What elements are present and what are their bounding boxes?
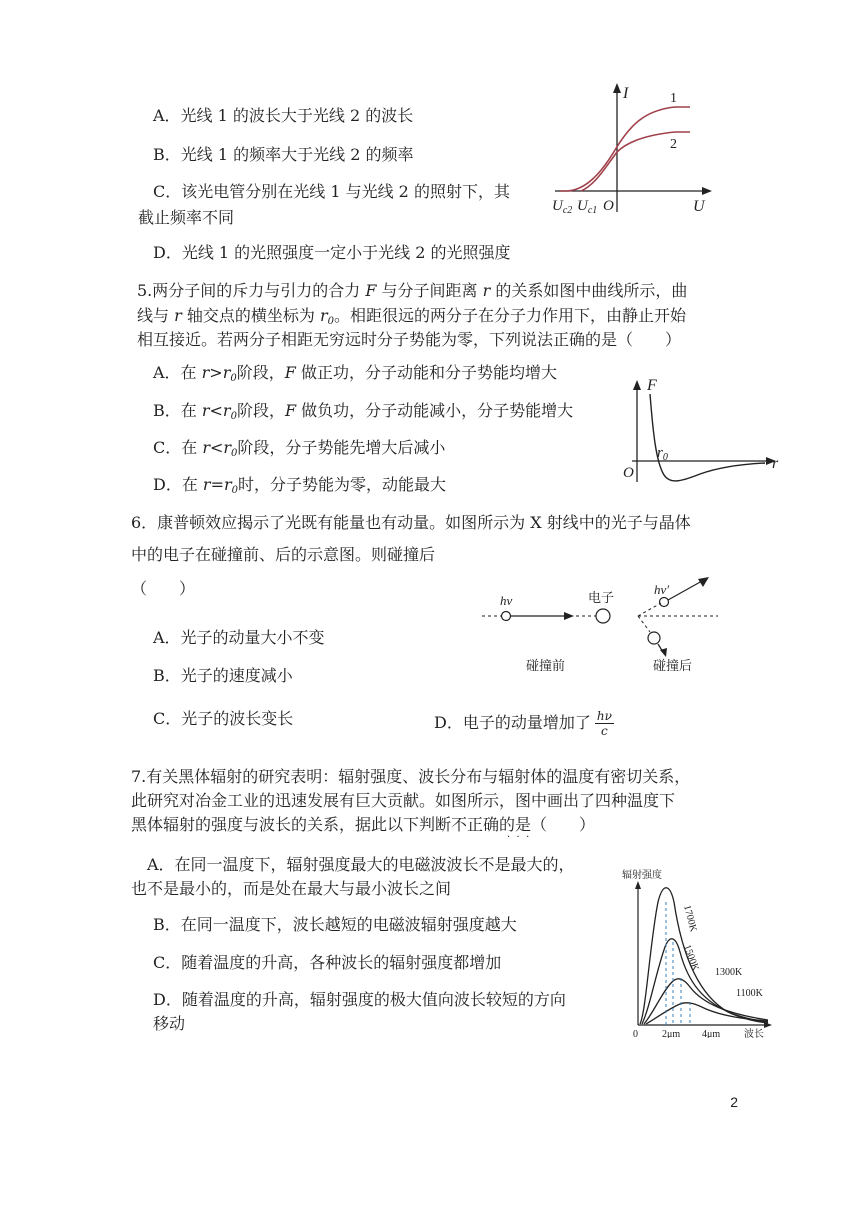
q7-option-d-line1: D．随着温度的升高，辐射强度的极大值向波长较短的方向 bbox=[153, 990, 566, 1009]
q6-stem-line1: 6．康普顿效应揭示了光既有能量也有动量。如图所示为 X 射线中的光子与晶体 bbox=[131, 513, 691, 532]
x-origin-label: 0 bbox=[633, 1029, 638, 1038]
emphasis-dots: · · · bbox=[507, 832, 530, 843]
q7-option-d-line2: 移动 bbox=[153, 1014, 186, 1033]
q5-option-c: C．在 $r<r_0$阶段，分子势能先增大后减小 bbox=[153, 438, 446, 459]
q7-option-b: B．在同一温度下，波长越短的电磁波辐射强度越大 bbox=[153, 915, 517, 934]
before-collision-label: 碰撞前 bbox=[526, 658, 566, 673]
blackbody-figure bbox=[618, 862, 776, 1038]
q5-stem-line3: 相互接近。若两分子相距无穷远时分子势能为零，下列说法正确的是（ ） bbox=[137, 330, 682, 349]
hv-over-c-fraction: $\frac{h\nu}{c}$ bbox=[596, 709, 612, 738]
axis-r-label: r bbox=[772, 455, 779, 472]
molecular-force-figure bbox=[620, 372, 788, 487]
x-axis-label: 波长 bbox=[744, 1029, 764, 1038]
q4-option-b: B．光线 1 的频率大于光线 2 的频率 bbox=[153, 145, 414, 164]
label-1500k: 1500K bbox=[681, 943, 701, 973]
origin-label: O bbox=[623, 465, 634, 481]
q6-answer-paren: （ ） bbox=[131, 579, 196, 598]
photoelectric-iu-figure bbox=[545, 80, 720, 220]
hv-prime-label: hν′ bbox=[654, 582, 670, 597]
axis-i-label: I bbox=[623, 85, 629, 102]
q5-option-a: A．在 $r>r_0$阶段，F 做正功，分子动能和分子势能均增大 bbox=[153, 363, 557, 384]
page-number: 2 bbox=[730, 1094, 738, 1110]
q4-option-a: A．光线 1 的波长大于光线 2 的波长 bbox=[153, 106, 414, 125]
axis-f-label: F bbox=[647, 377, 657, 394]
after-collision-label: 碰撞后 bbox=[653, 658, 693, 673]
q5-stem-line1: 5.两分子间的斥力与引力的合力 F 与分子间距离 r 的关系如图中曲线所示，曲 bbox=[137, 281, 688, 300]
q4-option-c-line1: C．该光电管分别在光线 1 与光线 2 的照射下，其 bbox=[153, 182, 510, 201]
x-tick-2um: 2μm bbox=[662, 1029, 681, 1038]
origin-label: O bbox=[603, 198, 614, 214]
q6-stem-line2: 中的电子在碰撞前、后的示意图。则碰撞后 bbox=[131, 545, 436, 564]
q4-option-c-line2: 截止频率不同 bbox=[138, 208, 235, 227]
uc1-label: $U_{c1}$ bbox=[577, 198, 598, 216]
q6-option-a: A．光子的动量大小不变 bbox=[153, 628, 325, 647]
uc2-label: $U_{c2}$ bbox=[552, 198, 573, 216]
q7-option-c: C．随着温度的升高，各种波长的辐射强度都增加 bbox=[153, 953, 502, 972]
x-tick-4um: 4μm bbox=[702, 1029, 721, 1038]
q5-option-b: B．在 $r<r_0$阶段，F 做负功，分子动能减小，分子势能增大 bbox=[153, 401, 574, 422]
q7-option-a-line1: A．在同一温度下，辐射强度最大的电磁波波长不是最大的， bbox=[147, 855, 575, 874]
q6-option-c: C．光子的波长变长 bbox=[153, 709, 294, 728]
compton-figure bbox=[478, 572, 723, 682]
q6-option-b: B．光子的速度减小 bbox=[153, 666, 293, 685]
q5-option-d: D．在 $r=r_0$时，分子势能为零，动能最大 bbox=[153, 475, 447, 496]
q6-option-d: D．电子的动量增加了 $\frac{h\nu}{c}$ bbox=[434, 709, 612, 738]
y-axis-label: 辐射强度 bbox=[622, 870, 662, 881]
electron-label: 电子 bbox=[588, 590, 615, 605]
q7-stem-line1: 7.有关黑体辐射的研究表明：辐射强度、波长分布与辐射体的温度有密切关系， bbox=[131, 767, 691, 786]
curve-2-label: 2 bbox=[670, 137, 677, 152]
label-1300k: 1300K bbox=[715, 967, 743, 978]
r0-label: $r_0$ bbox=[657, 445, 668, 463]
q7-stem-line3: 黑体辐射的强度与波长的关系，据此以下判断不正确的是（ ） bbox=[131, 815, 596, 834]
label-1700k: 1700K bbox=[681, 903, 699, 934]
axis-u-label: U bbox=[693, 198, 705, 215]
hv-label: hν bbox=[500, 593, 513, 608]
q7-option-a-line2: 也不是最小的，而是处在最大与最小波长之间 bbox=[131, 879, 452, 898]
label-1100k: 1100K bbox=[736, 988, 763, 999]
q4-option-d: D．光线 1 的光照强度一定小于光线 2 的光照强度 bbox=[153, 243, 511, 262]
q7-stem-line2: 此研究对冶金工业的迅速发展有巨大贡献。如图所示，图中画出了四种温度下 bbox=[131, 791, 676, 810]
q5-stem-line2: 线与 r 轴交点的横坐标为 $r_0$。相距很远的两分子在分子力作用下，由静止开始 bbox=[137, 306, 686, 327]
curve-1-label: 1 bbox=[670, 91, 677, 106]
